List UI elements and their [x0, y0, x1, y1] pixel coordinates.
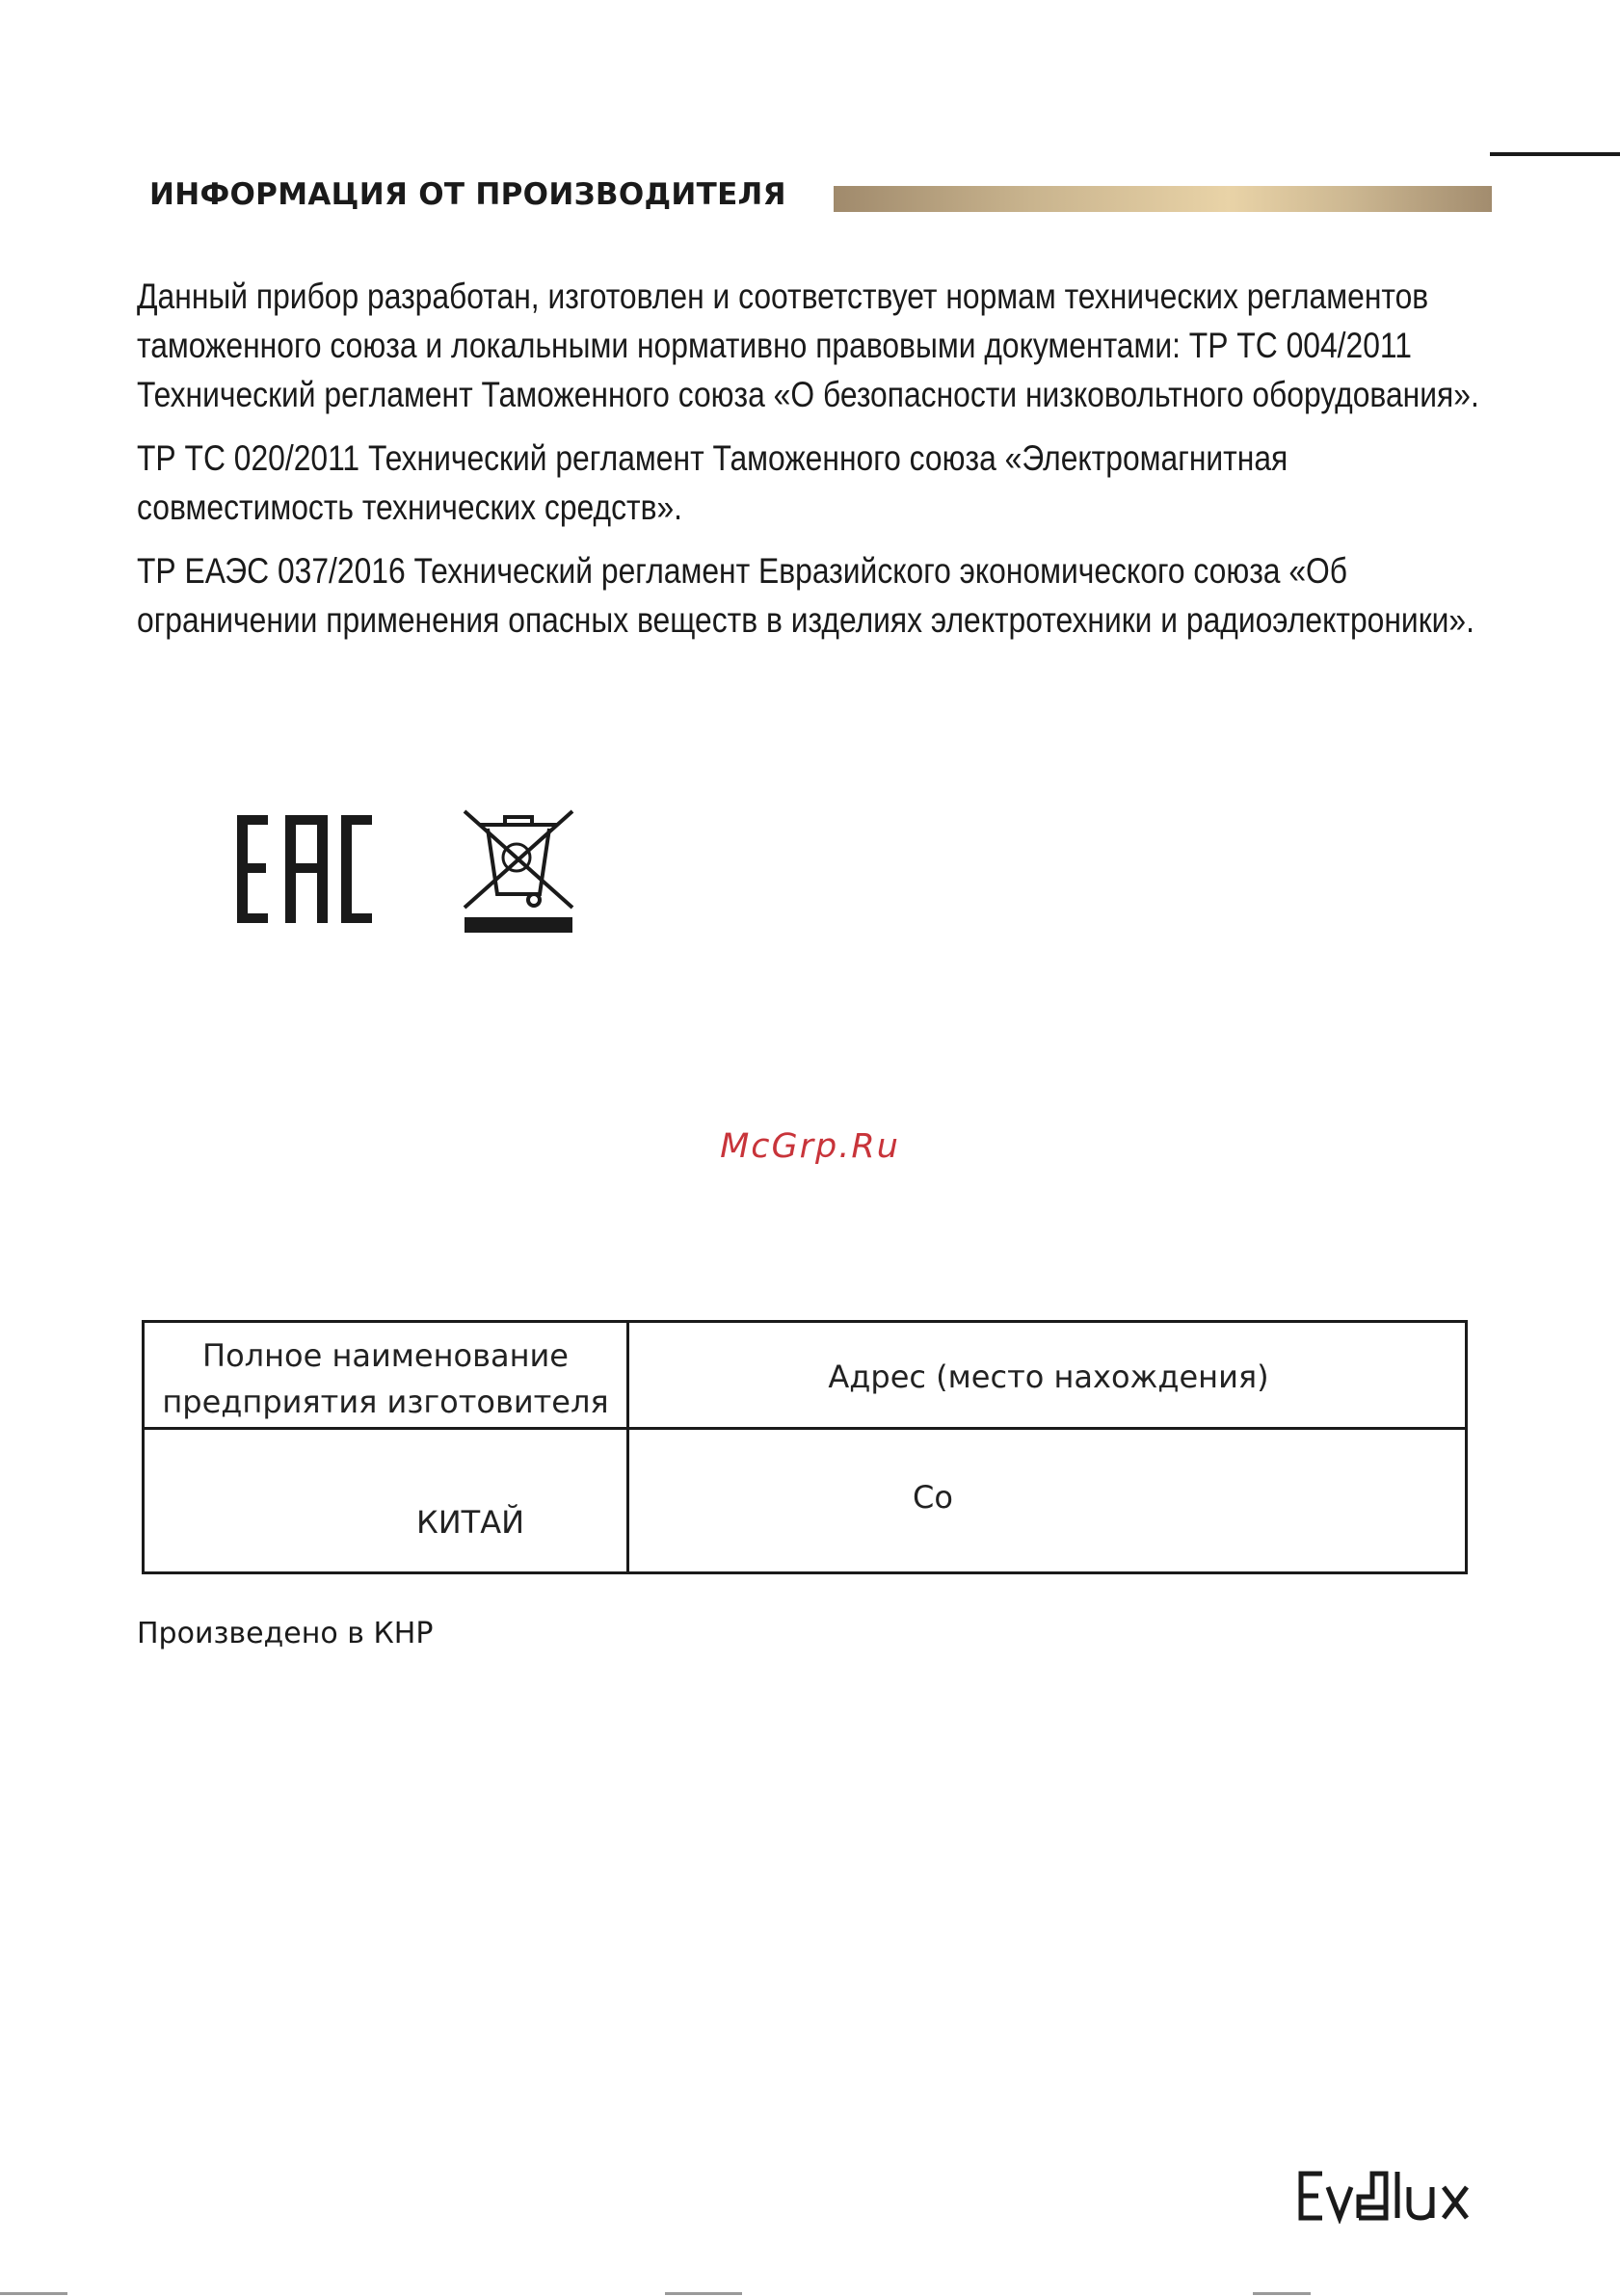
brand-logo [1297, 2168, 1490, 2224]
page-edge-artifact [0, 2290, 1620, 2296]
paragraph: Данный прибор разработан, изготовлен и соответствует нормам технических регламентов таможенного союза и локальными нормативно правовыми документами: ТР ТС 004/2011 Технический регламент Таможенного союза «О безопасности низковольтного оборудования». [137, 277, 1479, 414]
page-title: ИНФОРМАЦИЯ ОТ ПРОИЗВОДИТЕЛЯ [149, 177, 786, 212]
paragraph: ТР ТС 020/2011 Технический регламент Таможенного союза «Электромагнитная совместимость технических средств». [137, 438, 1288, 527]
table-divider [145, 1427, 1465, 1430]
regulations-text [137, 272, 1479, 659]
column-header-name: Полное наименование предприятия изготовителя [162, 1337, 609, 1420]
column-header-address: Адрес (место нахождения) [828, 1359, 1269, 1395]
manufacturer-address-cell: Co [913, 1479, 953, 1516]
crossed-bin-icon [451, 800, 586, 935]
manufacturer-name-cell: КИТАЙ [416, 1504, 525, 1541]
eac-mark-icon [235, 813, 374, 925]
paragraph: ТР ЕАЭС 037/2016 Технический регламент Евразийского экономического союза «Об ограничении применения опасных веществ в изделиях электротехники и радиоэлектроники». [137, 551, 1474, 640]
made-in-note: Произведено в КНР [137, 1617, 434, 1650]
manufacturer-table [142, 1320, 1468, 1574]
gold-accent-bar [834, 186, 1492, 212]
corner-rule [1490, 152, 1620, 156]
watermark: McGrp.Ru [720, 1127, 900, 1166]
